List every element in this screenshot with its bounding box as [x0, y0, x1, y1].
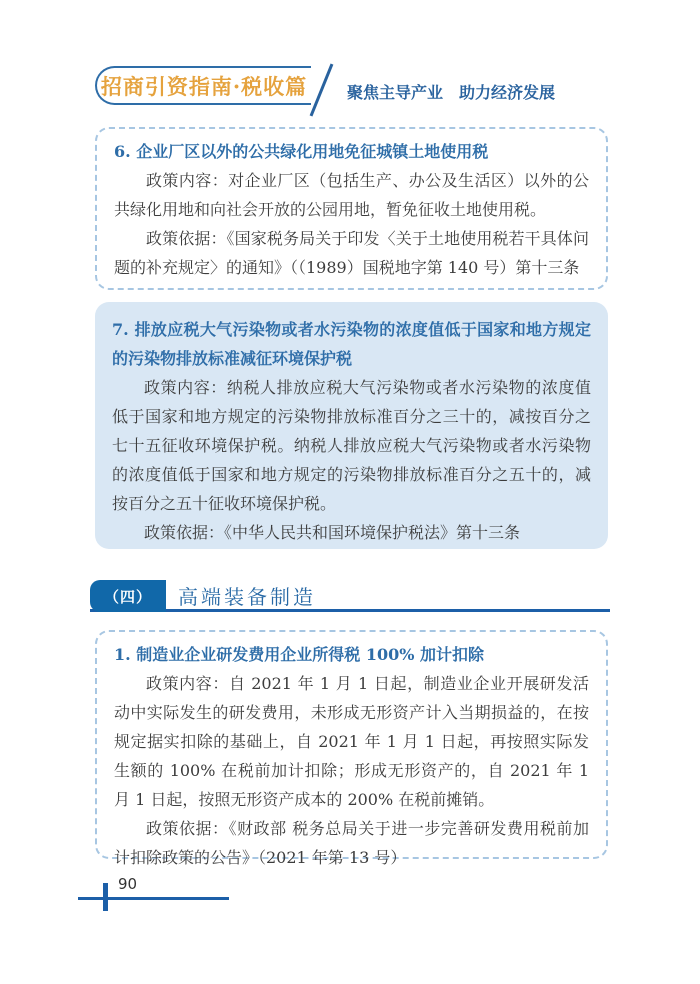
- page-title: 招商引资指南·税收篇: [100, 73, 308, 99]
- header-subtitle: 聚焦主导产业 助力经济发展: [347, 83, 556, 102]
- policy-content: 政策内容：对企业厂区（包括生产、办公及生活区）以外的公共绿化用地和向社会开放的公园用地，暂免征收土地使用税。: [114, 171, 589, 219]
- footer-rule: [78, 897, 229, 900]
- header-slash-divider: [310, 63, 334, 116]
- footer-accent-bar: [103, 883, 108, 911]
- section-number-badge: （四）: [90, 580, 166, 612]
- policy-content: 政策内容：纳税人排放应税大气污染物或者水污染物的浓度值低于国家和地方规定的污染物排放标准百分之三十的，减按百分之七十五征收环境保护税。纳税人排放应税大气污染物或者水污染物的浓度值低于国家和地方规定的污染物排放标准百分之五十的，减按百分之五十征收环境保护税。: [112, 378, 591, 513]
- policy-basis: 政策依据：《中华人民共和国环境保护税法》第十三条: [144, 523, 521, 542]
- policy-box-6: [95, 127, 608, 290]
- section-title: 高端装备制造: [178, 585, 316, 609]
- policy-title: 7. 排放应税大气污染物或者水污染物的浓度值低于国家和地方规定的污染物排放标准减征环境保护税: [112, 320, 591, 368]
- policy-content: 政策内容：自 2021 年 1 月 1 日起，制造业企业开展研发活动中实际发生的研发费用，未形成无形资产计入当期损益的，在按规定据实扣除的基础上，自 2021 年 1 月 1 日起，再按照实际发生额的 100% 在税前加计扣除；形成无形资产的，自 2021 年 1 月 1 日起，按照无形资产成本的 200% 在税前摊销。: [114, 674, 589, 809]
- policy-basis: 政策依据：《国家税务局关于印发〈关于土地使用税若干具体问题的补充规定〉的通知》（（1989）国税地字第 140 号）第十三条: [114, 229, 589, 277]
- header-title-frame: [95, 66, 311, 105]
- page-number: 90: [118, 875, 138, 893]
- policy-box-1: [95, 630, 608, 867]
- policy-box-7: [95, 302, 608, 549]
- policy-title: 6. 企业厂区以外的公共绿化用地免征城镇土地使用税: [114, 142, 489, 161]
- section-heading: [90, 580, 610, 612]
- policy-basis: 政策依据：《财政部 税务总局关于进一步完善研发费用税前加计扣除政策的公告》（2021 年第 13 号）: [114, 819, 589, 867]
- policy-title: 1. 制造业企业研发费用企业所得税 100% 加计扣除: [114, 645, 485, 664]
